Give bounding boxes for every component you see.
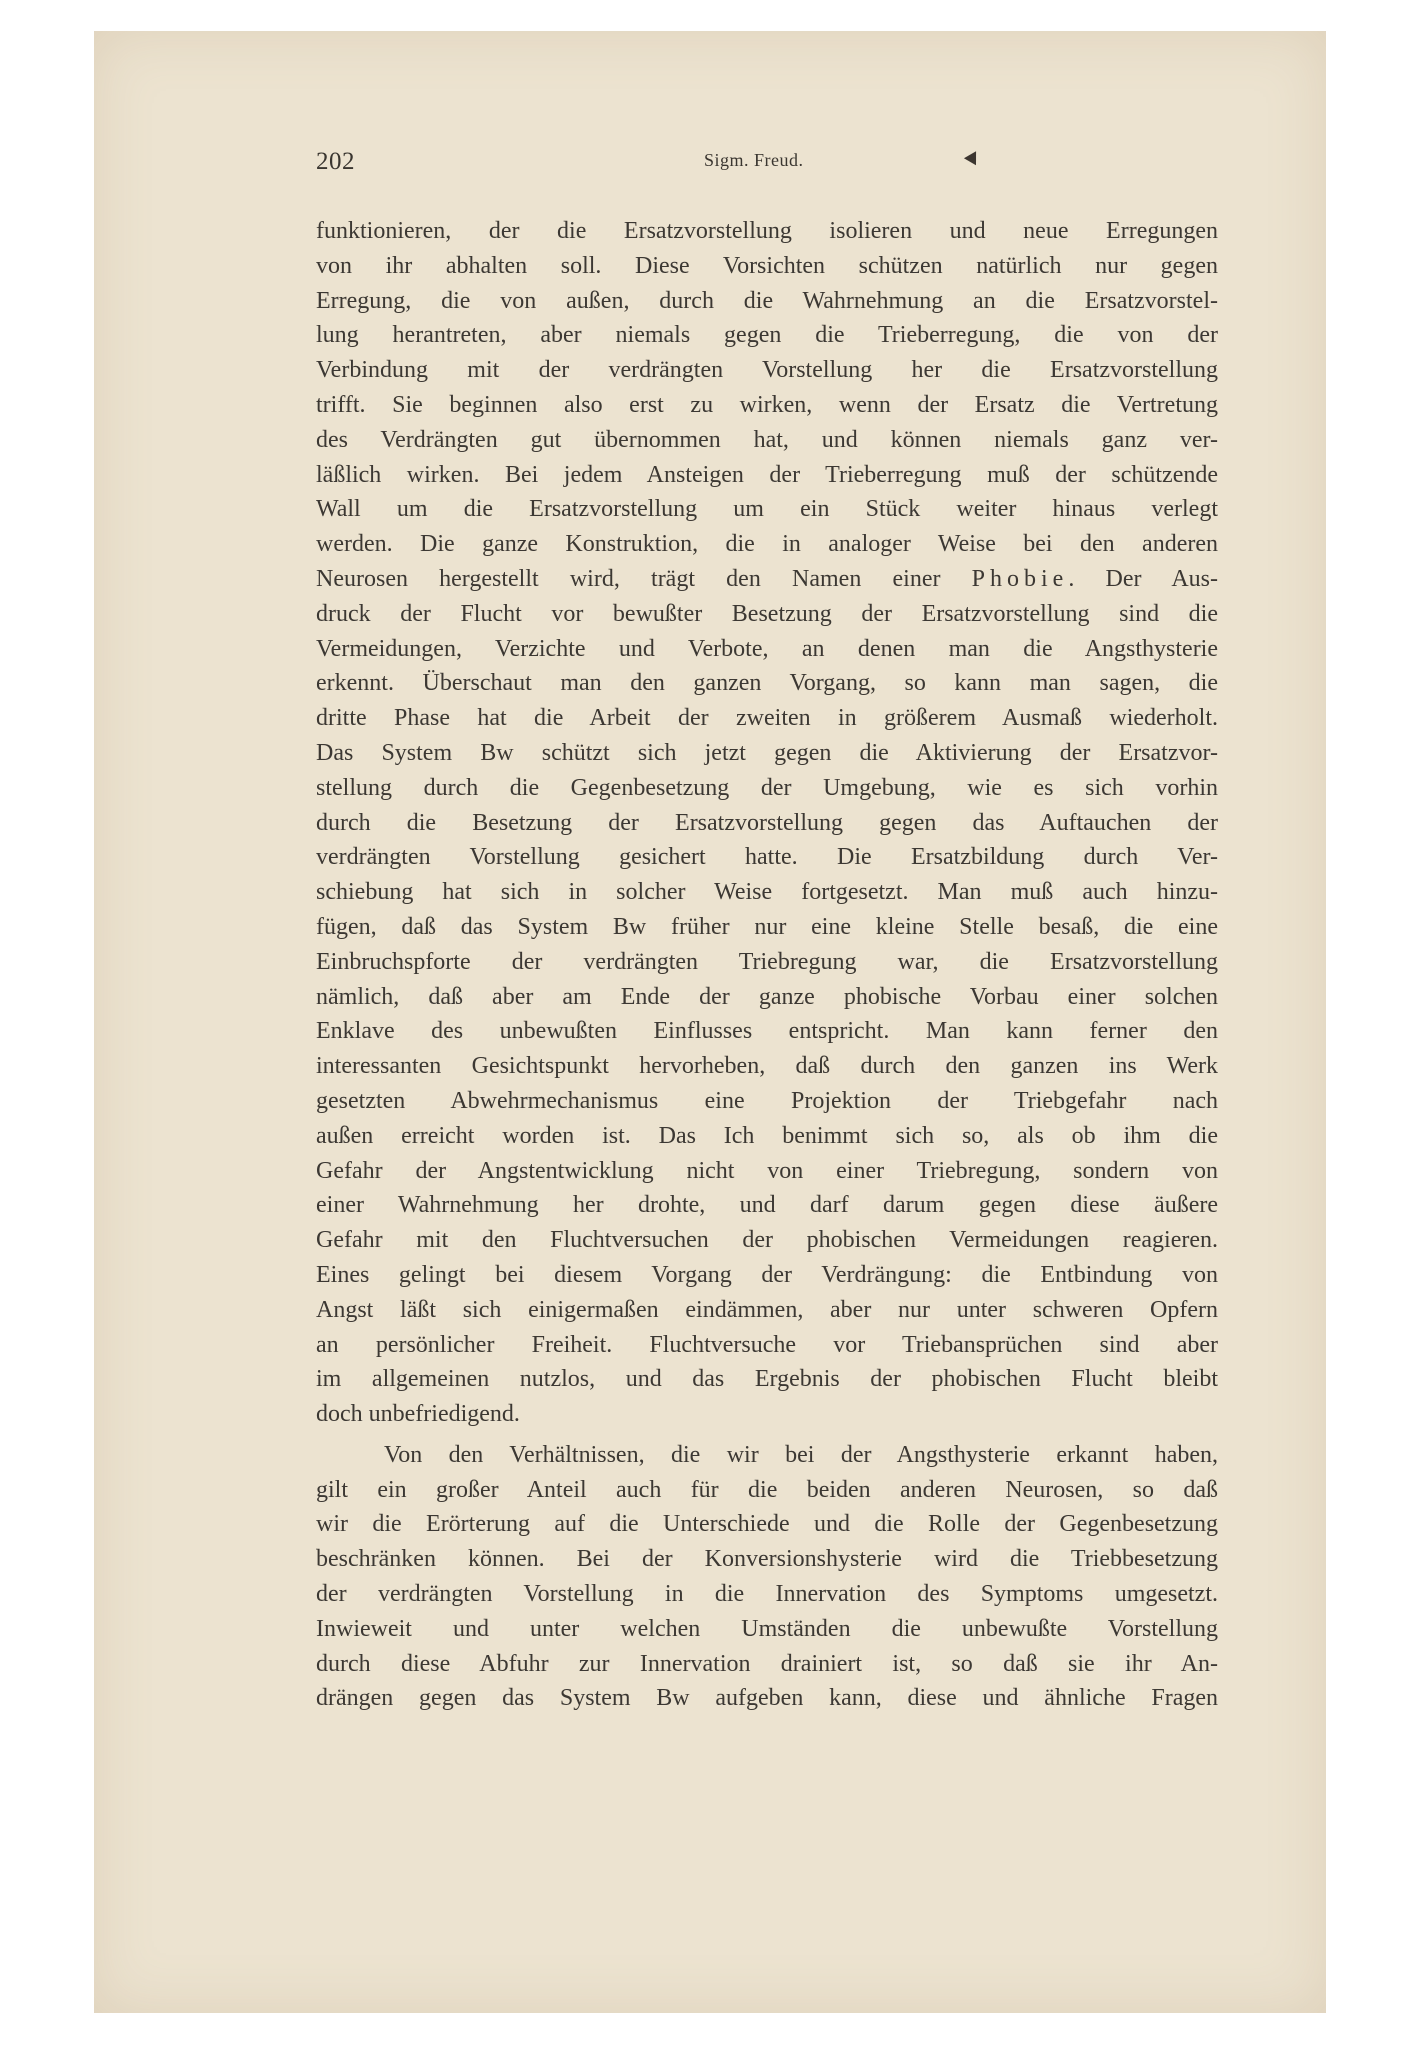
text-line: von ihr abhalten soll. Diese Vorsichten schützen natürlich nur gegen: [316, 252, 1218, 279]
text-line: durch diese Abfuhr zur Innervation drainiert ist, so daß sie ihr An-: [316, 1650, 1218, 1677]
text-line: interessanten Gesichtspunkt hervorheben, daß durch den ganzen ins Werk: [316, 1053, 1218, 1080]
body-text: [316, 214, 1218, 1716]
text-line: drängen gegen das System Bw aufgeben kann, diese und ähnliche Fragen: [316, 1685, 1218, 1712]
text-segment: Neurosen hergestellt wird, trägt den Namen einer: [316, 565, 972, 592]
text-line: lung herantreten, aber niemals gegen die Trieberregung, die von der: [316, 322, 1218, 349]
text-line: stellung durch die Gegenbesetzung der Umgebung, wie es sich vorhin: [316, 774, 1218, 801]
page-number: 202: [316, 148, 355, 175]
paragraph-1: [316, 214, 1218, 1432]
page-header: [316, 148, 1216, 182]
text-line: verdrängten Vorstellung gesichert hatte. Die Ersatzbildung durch Ver-: [316, 844, 1218, 871]
running-head: Sigm. Freud.: [704, 150, 804, 170]
text-line: Vermeidungen, Verzichte und Verbote, an denen man die Angsthysterie: [316, 635, 1218, 662]
text-line: wir die Erörterung auf die Unterschiede und die Rolle der Gegenbesetzung: [316, 1511, 1218, 1538]
text-line: erkennt. Überschaut man den ganzen Vorgang, so kann man sagen, die: [316, 670, 1218, 697]
text-line: Enklave des unbewußten Einflusses entspricht. Man kann ferner den: [316, 1018, 1218, 1045]
paragraph-2: [316, 1438, 1218, 1716]
text-line: beschränken können. Bei der Konversionshysterie wird die Triebbesetzung: [316, 1546, 1218, 1573]
text-line: Gefahr mit den Fluchtversuchen der phobischen Vermeidungen reagieren.: [316, 1227, 1218, 1254]
text-line: Erregung, die von außen, durch die Wahrnehmung an die Ersatzvorstel-: [316, 287, 1218, 314]
pencil-mark-icon: [964, 151, 982, 168]
text-line: doch unbefriedigend.: [316, 1401, 520, 1428]
text-line: trifft. Sie beginnen also erst zu wirken, wenn der Ersatz die Vertretung: [316, 391, 1218, 418]
text-line: durch die Besetzung der Ersatzvorstellung gegen das Auftauchen der: [316, 809, 1218, 836]
text-line: Gefahr der Angstentwicklung nicht von einer Triebregung, sondern von: [316, 1157, 1218, 1184]
text-line: dritte Phase hat die Arbeit der zweiten in größerem Ausmaß wiederholt.: [316, 705, 1218, 732]
emphasized-term: Phobie: [971, 565, 1069, 592]
text-line: der verdrängten Vorstellung in die Innervation des Symptoms umgesetzt.: [316, 1581, 1218, 1608]
text-line: einer Wahrnehmung her drohte, und darf darum gegen diese äußere: [316, 1192, 1218, 1219]
text-line: nämlich, daß aber am Ende der ganze phobische Vorbau einer solchen: [316, 983, 1218, 1010]
text-line: an persönlicher Freiheit. Fluchtversuche vor Triebansprüchen sind aber: [316, 1331, 1218, 1358]
text-line-phobie: [316, 562, 1218, 597]
text-line: gilt ein großer Anteil auch für die beiden anderen Neurosen, so daß: [316, 1476, 1218, 1503]
text-line: Inwieweit und unter welchen Umständen die unbewußte Vorstellung: [316, 1615, 1218, 1642]
text-line: Von den Verhältnissen, die wir bei der Angsthysterie erkannt haben,: [384, 1441, 1218, 1468]
text-line: schiebung hat sich in solcher Weise fortgesetzt. Man muß auch hinzu-: [316, 879, 1218, 906]
text-line: Wall um die Ersatzvorstellung um ein Stück weiter hinaus verlegt: [316, 496, 1218, 523]
text-line: im allgemeinen nutzlos, und das Ergebnis der phobischen Flucht bleibt: [316, 1366, 1218, 1393]
text-line: werden. Die ganze Konstruktion, die in analoger Weise bei den anderen: [316, 531, 1218, 558]
text-line: fügen, daß das System Bw früher nur eine kleine Stelle besaß, die eine: [316, 913, 1218, 940]
text-line: funktionieren, der die Ersatzvorstellung isolieren und neue Erregungen: [316, 218, 1218, 244]
text-line: Das System Bw schützt sich jetzt gegen die Aktivierung der Ersatzvor-: [316, 739, 1218, 766]
text-segment: . Der Aus-: [1068, 565, 1219, 592]
text-line: läßlich wirken. Bei jedem Ansteigen der Trieberregung muß der schützende: [316, 461, 1218, 488]
text-line: Eines gelingt bei diesem Vorgang der Verdrängung: die Entbindung von: [316, 1261, 1218, 1288]
text-line: Angst läßt sich einigermaßen eindämmen, aber nur unter schweren Opfern: [316, 1296, 1218, 1323]
text-line: des Verdrängten gut übernommen hat, und können niemals ganz ver-: [316, 426, 1218, 453]
text-line: außen erreicht worden ist. Das Ich benimmt sich so, als ob ihm die: [316, 1122, 1218, 1149]
text-line: druck der Flucht vor bewußter Besetzung der Ersatzvorstellung sind die: [316, 600, 1218, 627]
text-line: Verbindung mit der verdrängten Vorstellung her die Ersatzvorstellung: [316, 357, 1218, 384]
text-line: gesetzten Abwehrmechanismus eine Projektion der Triebgefahr nach: [316, 1087, 1218, 1114]
text-line: Einbruchspforte der verdrängten Triebregung war, die Ersatzvorstellung: [316, 948, 1218, 975]
